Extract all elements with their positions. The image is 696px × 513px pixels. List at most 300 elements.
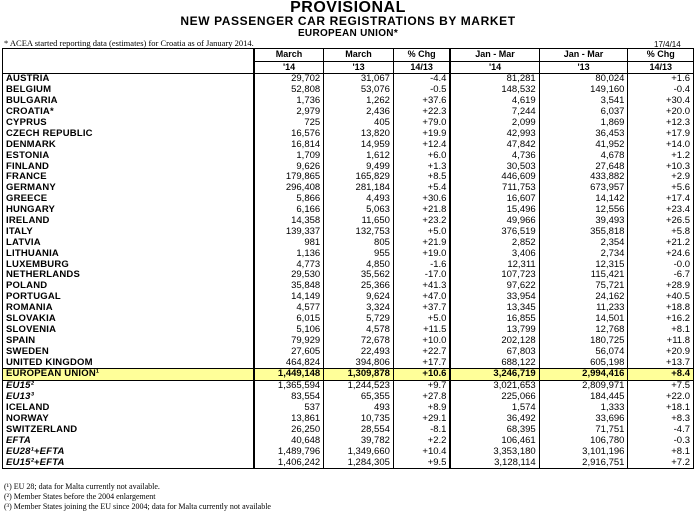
march-14-value: 16,576: [254, 128, 324, 139]
report-date: 17/4/14: [654, 40, 681, 49]
march-14-value: 981: [254, 237, 324, 248]
ytd-chg-value: +16.2: [628, 314, 694, 325]
ytd-13-value: 36,453: [539, 128, 628, 139]
ytd-13-value: 33,696: [539, 414, 628, 425]
ytd-chg-value: +17.4: [628, 194, 694, 205]
ytd-13-value: 2,354: [539, 237, 628, 248]
ytd-14-value: 107,723: [450, 270, 539, 281]
table-row: [3, 161, 694, 172]
march-14-value: 2,979: [254, 107, 324, 118]
march-13-value: 1,262: [324, 96, 394, 107]
march-13-value: 132,753: [324, 226, 394, 237]
col-subheader-march-14: '14: [254, 61, 324, 74]
market-name: BULGARIA: [3, 96, 254, 107]
march-chg-value: +41.3: [393, 281, 450, 292]
ytd-chg-value: +8.4: [628, 369, 694, 381]
march-chg-value: -1.6: [393, 259, 450, 270]
ytd-13-value: 2,809,971: [539, 380, 628, 391]
march-14-value: 1,736: [254, 96, 324, 107]
ytd-chg-value: +30.4: [628, 96, 694, 107]
march-chg-value: +10.0: [393, 335, 450, 346]
market-name: FRANCE: [3, 172, 254, 183]
market-name: POLAND: [3, 281, 254, 292]
ytd-14-value: 688,122: [450, 357, 539, 368]
table-header: [3, 49, 694, 74]
ytd-chg-value: +13.7: [628, 357, 694, 368]
ytd-chg-value: +7.5: [628, 380, 694, 391]
market-name: ESTONIA: [3, 150, 254, 161]
market-name: FINLAND: [3, 161, 254, 172]
ytd-chg-value: -0.0: [628, 259, 694, 270]
march-chg-value: +27.8: [393, 392, 450, 403]
march-13-value: 1,284,305: [324, 457, 394, 468]
ytd-13-value: 24,162: [539, 292, 628, 303]
ytd-13-value: 115,421: [539, 270, 628, 281]
table-row: [3, 281, 694, 292]
ytd-chg-value: +22.0: [628, 392, 694, 403]
march-chg-value: +2.2: [393, 435, 450, 446]
ytd-13-value: 80,024: [539, 74, 628, 85]
ytd-14-value: 148,532: [450, 85, 539, 96]
col-header-ytd-13: Jan - Mar: [539, 49, 628, 62]
march-13-value: 11,650: [324, 216, 394, 227]
footnote-1: (¹) EU 28; data for Malta currently not available.: [4, 482, 160, 491]
market-name: SLOVAKIA: [3, 314, 254, 325]
march-chg-value: +30.6: [393, 194, 450, 205]
march-14-value: 1,709: [254, 150, 324, 161]
ytd-14-value: 12,311: [450, 259, 539, 270]
march-13-value: 39,782: [324, 435, 394, 446]
market-name: GERMANY: [3, 183, 254, 194]
region-title: EUROPEAN UNION*: [297, 28, 399, 39]
ytd-14-value: 3,353,180: [450, 446, 539, 457]
ytd-chg-value: +7.2: [628, 457, 694, 468]
ytd-13-value: 27,648: [539, 161, 628, 172]
table-row: [3, 324, 694, 335]
table-row: [3, 128, 694, 139]
ytd-13-value: 14,142: [539, 194, 628, 205]
march-14-value: 1,489,796: [254, 446, 324, 457]
ytd-chg-value: +28.9: [628, 281, 694, 292]
table-row: [3, 248, 694, 259]
table-row: [3, 139, 694, 150]
ytd-13-value: 41,952: [539, 139, 628, 150]
march-13-value: 22,493: [324, 346, 394, 357]
market-name: PORTUGAL: [3, 292, 254, 303]
market-name: EU28¹+EFTA: [3, 446, 254, 457]
march-14-value: 26,250: [254, 425, 324, 436]
march-14-value: 29,702: [254, 74, 324, 85]
ytd-chg-value: +1.6: [628, 74, 694, 85]
ytd-13-value: 3,541: [539, 96, 628, 107]
ytd-14-value: 4,736: [450, 150, 539, 161]
march-14-value: 9,626: [254, 161, 324, 172]
ytd-14-value: 30,503: [450, 161, 539, 172]
march-13-value: 1,612: [324, 150, 394, 161]
march-chg-value: +22.3: [393, 107, 450, 118]
ytd-14-value: 446,609: [450, 172, 539, 183]
march-13-value: 394,806: [324, 357, 394, 368]
march-chg-value: +19.0: [393, 248, 450, 259]
march-chg-value: -8.1: [393, 425, 450, 436]
march-14-value: 4,577: [254, 303, 324, 314]
march-13-value: 3,324: [324, 303, 394, 314]
table-row: [3, 107, 694, 118]
table-row: [3, 237, 694, 248]
ytd-chg-value: +23.4: [628, 205, 694, 216]
ytd-chg-value: +18.1: [628, 403, 694, 414]
march-13-value: 2,436: [324, 107, 394, 118]
table-row: [3, 259, 694, 270]
ytd-chg-value: +20.0: [628, 107, 694, 118]
march-13-value: 4,493: [324, 194, 394, 205]
march-14-value: 79,929: [254, 335, 324, 346]
table-row: [3, 172, 694, 183]
ytd-chg-value: +8.3: [628, 414, 694, 425]
march-13-value: 1,244,523: [324, 380, 394, 391]
market-name: EU15²: [3, 380, 254, 391]
march-14-value: 464,824: [254, 357, 324, 368]
march-13-value: 65,355: [324, 392, 394, 403]
march-13-value: 165,829: [324, 172, 394, 183]
table-row: [3, 357, 694, 368]
table-row: [3, 205, 694, 216]
march-13-value: 955: [324, 248, 394, 259]
report-header: [0, 0, 696, 39]
ytd-13-value: 355,818: [539, 226, 628, 237]
march-14-value: 29,530: [254, 270, 324, 281]
ytd-14-value: 225,066: [450, 392, 539, 403]
ytd-13-value: 180,725: [539, 335, 628, 346]
march-chg-value: -4.4: [393, 74, 450, 85]
march-14-value: 83,554: [254, 392, 324, 403]
ytd-chg-value: +5.8: [628, 226, 694, 237]
ytd-14-value: 13,799: [450, 324, 539, 335]
ytd-13-value: 14,501: [539, 314, 628, 325]
ytd-chg-value: -0.4: [628, 85, 694, 96]
ytd-chg-value: +14.0: [628, 139, 694, 150]
march-13-value: 5,063: [324, 205, 394, 216]
ytd-14-value: 2,852: [450, 237, 539, 248]
market-name: SPAIN: [3, 335, 254, 346]
ytd-14-value: 42,993: [450, 128, 539, 139]
col-header-march-13: March: [324, 49, 394, 62]
march-chg-value: +9.5: [393, 457, 450, 468]
ytd-14-value: 81,281: [450, 74, 539, 85]
march-chg-value: +5.4: [393, 183, 450, 194]
ytd-14-value: 47,842: [450, 139, 539, 150]
march-14-value: 5,866: [254, 194, 324, 205]
march-14-value: 27,605: [254, 346, 324, 357]
table-row: [3, 226, 694, 237]
march-chg-value: +11.5: [393, 324, 450, 335]
march-14-value: 6,166: [254, 205, 324, 216]
march-13-value: 13,820: [324, 128, 394, 139]
march-13-value: 9,624: [324, 292, 394, 303]
col-subheader-ytd-13: '13: [539, 61, 628, 74]
col-subheader-chg-month: 14/13: [393, 61, 450, 74]
ytd-13-value: 149,160: [539, 85, 628, 96]
march-chg-value: +8.5: [393, 172, 450, 183]
table-row: [3, 380, 694, 391]
table-row: [3, 292, 694, 303]
market-name: ITALY: [3, 226, 254, 237]
ytd-chg-value: +1.2: [628, 150, 694, 161]
market-name: CROATIA*: [3, 107, 254, 118]
table-row: [3, 314, 694, 325]
march-13-value: 10,735: [324, 414, 394, 425]
ytd-14-value: 16,607: [450, 194, 539, 205]
table-row: [3, 346, 694, 357]
table-row: [3, 118, 694, 129]
ytd-chg-value: +8.1: [628, 324, 694, 335]
march-chg-value: +5.0: [393, 314, 450, 325]
table-row: [3, 194, 694, 205]
ytd-chg-value: -6.7: [628, 270, 694, 281]
table-row: [3, 96, 694, 107]
march-14-value: 40,648: [254, 435, 324, 446]
ytd-chg-value: +18.8: [628, 303, 694, 314]
ytd-chg-value: +40.5: [628, 292, 694, 303]
table-row: [3, 85, 694, 96]
table-row: [3, 369, 694, 381]
registrations-table: [2, 48, 694, 469]
market-name: CZECH REPUBLIC: [3, 128, 254, 139]
ytd-13-value: 4,678: [539, 150, 628, 161]
march-14-value: 4,773: [254, 259, 324, 270]
ytd-14-value: 2,099: [450, 118, 539, 129]
ytd-chg-value: +12.3: [628, 118, 694, 129]
march-13-value: 31,067: [324, 74, 394, 85]
ytd-chg-value: +20.9: [628, 346, 694, 357]
market-name: ICELAND: [3, 403, 254, 414]
march-14-value: 1,449,148: [254, 369, 324, 381]
ytd-14-value: 16,855: [450, 314, 539, 325]
march-chg-value: -0.5: [393, 85, 450, 96]
march-14-value: 179,865: [254, 172, 324, 183]
march-chg-value: +5.0: [393, 226, 450, 237]
march-chg-value: +10.6: [393, 369, 450, 381]
ytd-chg-value: -4.7: [628, 425, 694, 436]
march-13-value: 72,678: [324, 335, 394, 346]
march-14-value: 6,015: [254, 314, 324, 325]
march-13-value: 5,729: [324, 314, 394, 325]
march-chg-value: +29.1: [393, 414, 450, 425]
ytd-14-value: 49,966: [450, 216, 539, 227]
ytd-14-value: 97,622: [450, 281, 539, 292]
table-row: [3, 457, 694, 468]
market-name: SWEDEN: [3, 346, 254, 357]
march-chg-value: +47.0: [393, 292, 450, 303]
col-header-chg-ytd: % Chg: [628, 49, 694, 62]
march-chg-value: +8.9: [393, 403, 450, 414]
march-13-value: 35,562: [324, 270, 394, 281]
table-body: [3, 74, 694, 469]
march-14-value: 1,365,594: [254, 380, 324, 391]
march-chg-value: +17.7: [393, 357, 450, 368]
market-name: LATVIA: [3, 237, 254, 248]
ytd-chg-value: +2.9: [628, 172, 694, 183]
croatia-note: * ACEA started reporting data (estimates) for Croatia as of January 2014.: [4, 38, 254, 48]
header-row-1: [3, 49, 694, 62]
footnote-2: (²) Member States before the 2004 enlargement: [4, 492, 156, 501]
march-chg-value: +79.0: [393, 118, 450, 129]
ytd-13-value: 6,037: [539, 107, 628, 118]
market-name: ROMANIA: [3, 303, 254, 314]
ytd-chg-value: +5.6: [628, 183, 694, 194]
table-row: [3, 270, 694, 281]
market-name: EFTA: [3, 435, 254, 446]
march-13-value: 1,309,878: [324, 369, 394, 381]
ytd-chg-value: -0.3: [628, 435, 694, 446]
market-name: AUSTRIA: [3, 74, 254, 85]
march-14-value: 1,406,242: [254, 457, 324, 468]
ytd-13-value: 2,994,416: [539, 369, 628, 381]
table-row: [3, 446, 694, 457]
ytd-chg-value: +10.3: [628, 161, 694, 172]
footnotes: [4, 482, 271, 512]
march-14-value: 725: [254, 118, 324, 129]
ytd-13-value: 56,074: [539, 346, 628, 357]
ytd-13-value: 673,957: [539, 183, 628, 194]
col-header-march-14: March: [254, 49, 324, 62]
ytd-chg-value: +21.2: [628, 237, 694, 248]
col-subheader-chg-ytd: 14/13: [628, 61, 694, 74]
march-chg-value: +21.8: [393, 205, 450, 216]
ytd-14-value: 202,128: [450, 335, 539, 346]
march-14-value: 52,808: [254, 85, 324, 96]
market-name: LITHUANIA: [3, 248, 254, 259]
market-name: NETHERLANDS: [3, 270, 254, 281]
ytd-14-value: 376,519: [450, 226, 539, 237]
market-name: GREECE: [3, 194, 254, 205]
march-chg-value: +6.0: [393, 150, 450, 161]
table-row: [3, 150, 694, 161]
table-row: [3, 392, 694, 403]
table-row: [3, 335, 694, 346]
report-status-title: PROVISIONAL: [290, 0, 406, 16]
ytd-13-value: 12,315: [539, 259, 628, 270]
march-14-value: 16,814: [254, 139, 324, 150]
march-14-value: 14,358: [254, 216, 324, 227]
col-subheader-march-13: '13: [324, 61, 394, 74]
ytd-14-value: 4,619: [450, 96, 539, 107]
ytd-13-value: 605,198: [539, 357, 628, 368]
ytd-chg-value: +8.1: [628, 446, 694, 457]
report-title: NEW PASSENGER CAR REGISTRATIONS BY MARKET: [180, 14, 516, 28]
march-14-value: 1,136: [254, 248, 324, 259]
march-chg-value: +23.2: [393, 216, 450, 227]
ytd-13-value: 75,721: [539, 281, 628, 292]
ytd-13-value: 2,916,751: [539, 457, 628, 468]
ytd-14-value: 36,492: [450, 414, 539, 425]
ytd-chg-value: +24.6: [628, 248, 694, 259]
march-13-value: 1,349,660: [324, 446, 394, 457]
march-13-value: 405: [324, 118, 394, 129]
market-name: LUXEMBURG: [3, 259, 254, 270]
ytd-14-value: 33,954: [450, 292, 539, 303]
march-14-value: 13,861: [254, 414, 324, 425]
col-header-chg-month: % Chg: [393, 49, 450, 62]
march-13-value: 281,184: [324, 183, 394, 194]
ytd-chg-value: +17.9: [628, 128, 694, 139]
ytd-13-value: 1,333: [539, 403, 628, 414]
march-14-value: 139,337: [254, 226, 324, 237]
footnote-3: (³) Member States joining the EU since 2004; data for Malta currently not available: [4, 502, 271, 511]
ytd-14-value: 3,128,114: [450, 457, 539, 468]
market-name: CYPRUS: [3, 118, 254, 129]
march-chg-value: +1.3: [393, 161, 450, 172]
march-13-value: 493: [324, 403, 394, 414]
march-14-value: 537: [254, 403, 324, 414]
market-name: EUROPEAN UNION¹: [3, 369, 254, 381]
march-chg-value: +10.4: [393, 446, 450, 457]
country-column-header: [3, 49, 254, 74]
market-name: SLOVENIA: [3, 324, 254, 335]
ytd-14-value: 106,461: [450, 435, 539, 446]
march-13-value: 28,554: [324, 425, 394, 436]
ytd-13-value: 184,445: [539, 392, 628, 403]
march-13-value: 14,959: [324, 139, 394, 150]
market-name: SWITZERLAND: [3, 425, 254, 436]
col-subheader-ytd-14: '14: [450, 61, 539, 74]
ytd-13-value: 1,869: [539, 118, 628, 129]
march-chg-value: +21.9: [393, 237, 450, 248]
march-chg-value: +22.7: [393, 346, 450, 357]
march-chg-value: +37.7: [393, 303, 450, 314]
market-name: IRELAND: [3, 216, 254, 227]
march-chg-value: +12.4: [393, 139, 450, 150]
ytd-14-value: 3,021,653: [450, 380, 539, 391]
march-chg-value: -17.0: [393, 270, 450, 281]
ytd-14-value: 3,246,719: [450, 369, 539, 381]
march-13-value: 4,850: [324, 259, 394, 270]
march-chg-value: +9.7: [393, 380, 450, 391]
ytd-13-value: 39,493: [539, 216, 628, 227]
table-row: [3, 183, 694, 194]
march-14-value: 296,408: [254, 183, 324, 194]
ytd-chg-value: +11.8: [628, 335, 694, 346]
table-row: [3, 414, 694, 425]
table-row: [3, 425, 694, 436]
table-row: [3, 303, 694, 314]
march-chg-value: +37.6: [393, 96, 450, 107]
march-13-value: 9,499: [324, 161, 394, 172]
march-13-value: 53,076: [324, 85, 394, 96]
table-row: [3, 74, 694, 85]
market-name: EU15²+EFTA: [3, 457, 254, 468]
ytd-14-value: 15,496: [450, 205, 539, 216]
ytd-13-value: 71,751: [539, 425, 628, 436]
ytd-14-value: 1,574: [450, 403, 539, 414]
ytd-14-value: 711,753: [450, 183, 539, 194]
ytd-13-value: 3,101,196: [539, 446, 628, 457]
market-name: DENMARK: [3, 139, 254, 150]
ytd-14-value: 68,395: [450, 425, 539, 436]
ytd-14-value: 13,345: [450, 303, 539, 314]
table-row: [3, 216, 694, 227]
march-13-value: 25,366: [324, 281, 394, 292]
ytd-13-value: 2,734: [539, 248, 628, 259]
market-name: BELGIUM: [3, 85, 254, 96]
march-chg-value: +19.9: [393, 128, 450, 139]
market-name: EU13³: [3, 392, 254, 403]
ytd-14-value: 3,406: [450, 248, 539, 259]
march-14-value: 35,848: [254, 281, 324, 292]
ytd-13-value: 11,233: [539, 303, 628, 314]
march-14-value: 14,149: [254, 292, 324, 303]
ytd-13-value: 106,780: [539, 435, 628, 446]
